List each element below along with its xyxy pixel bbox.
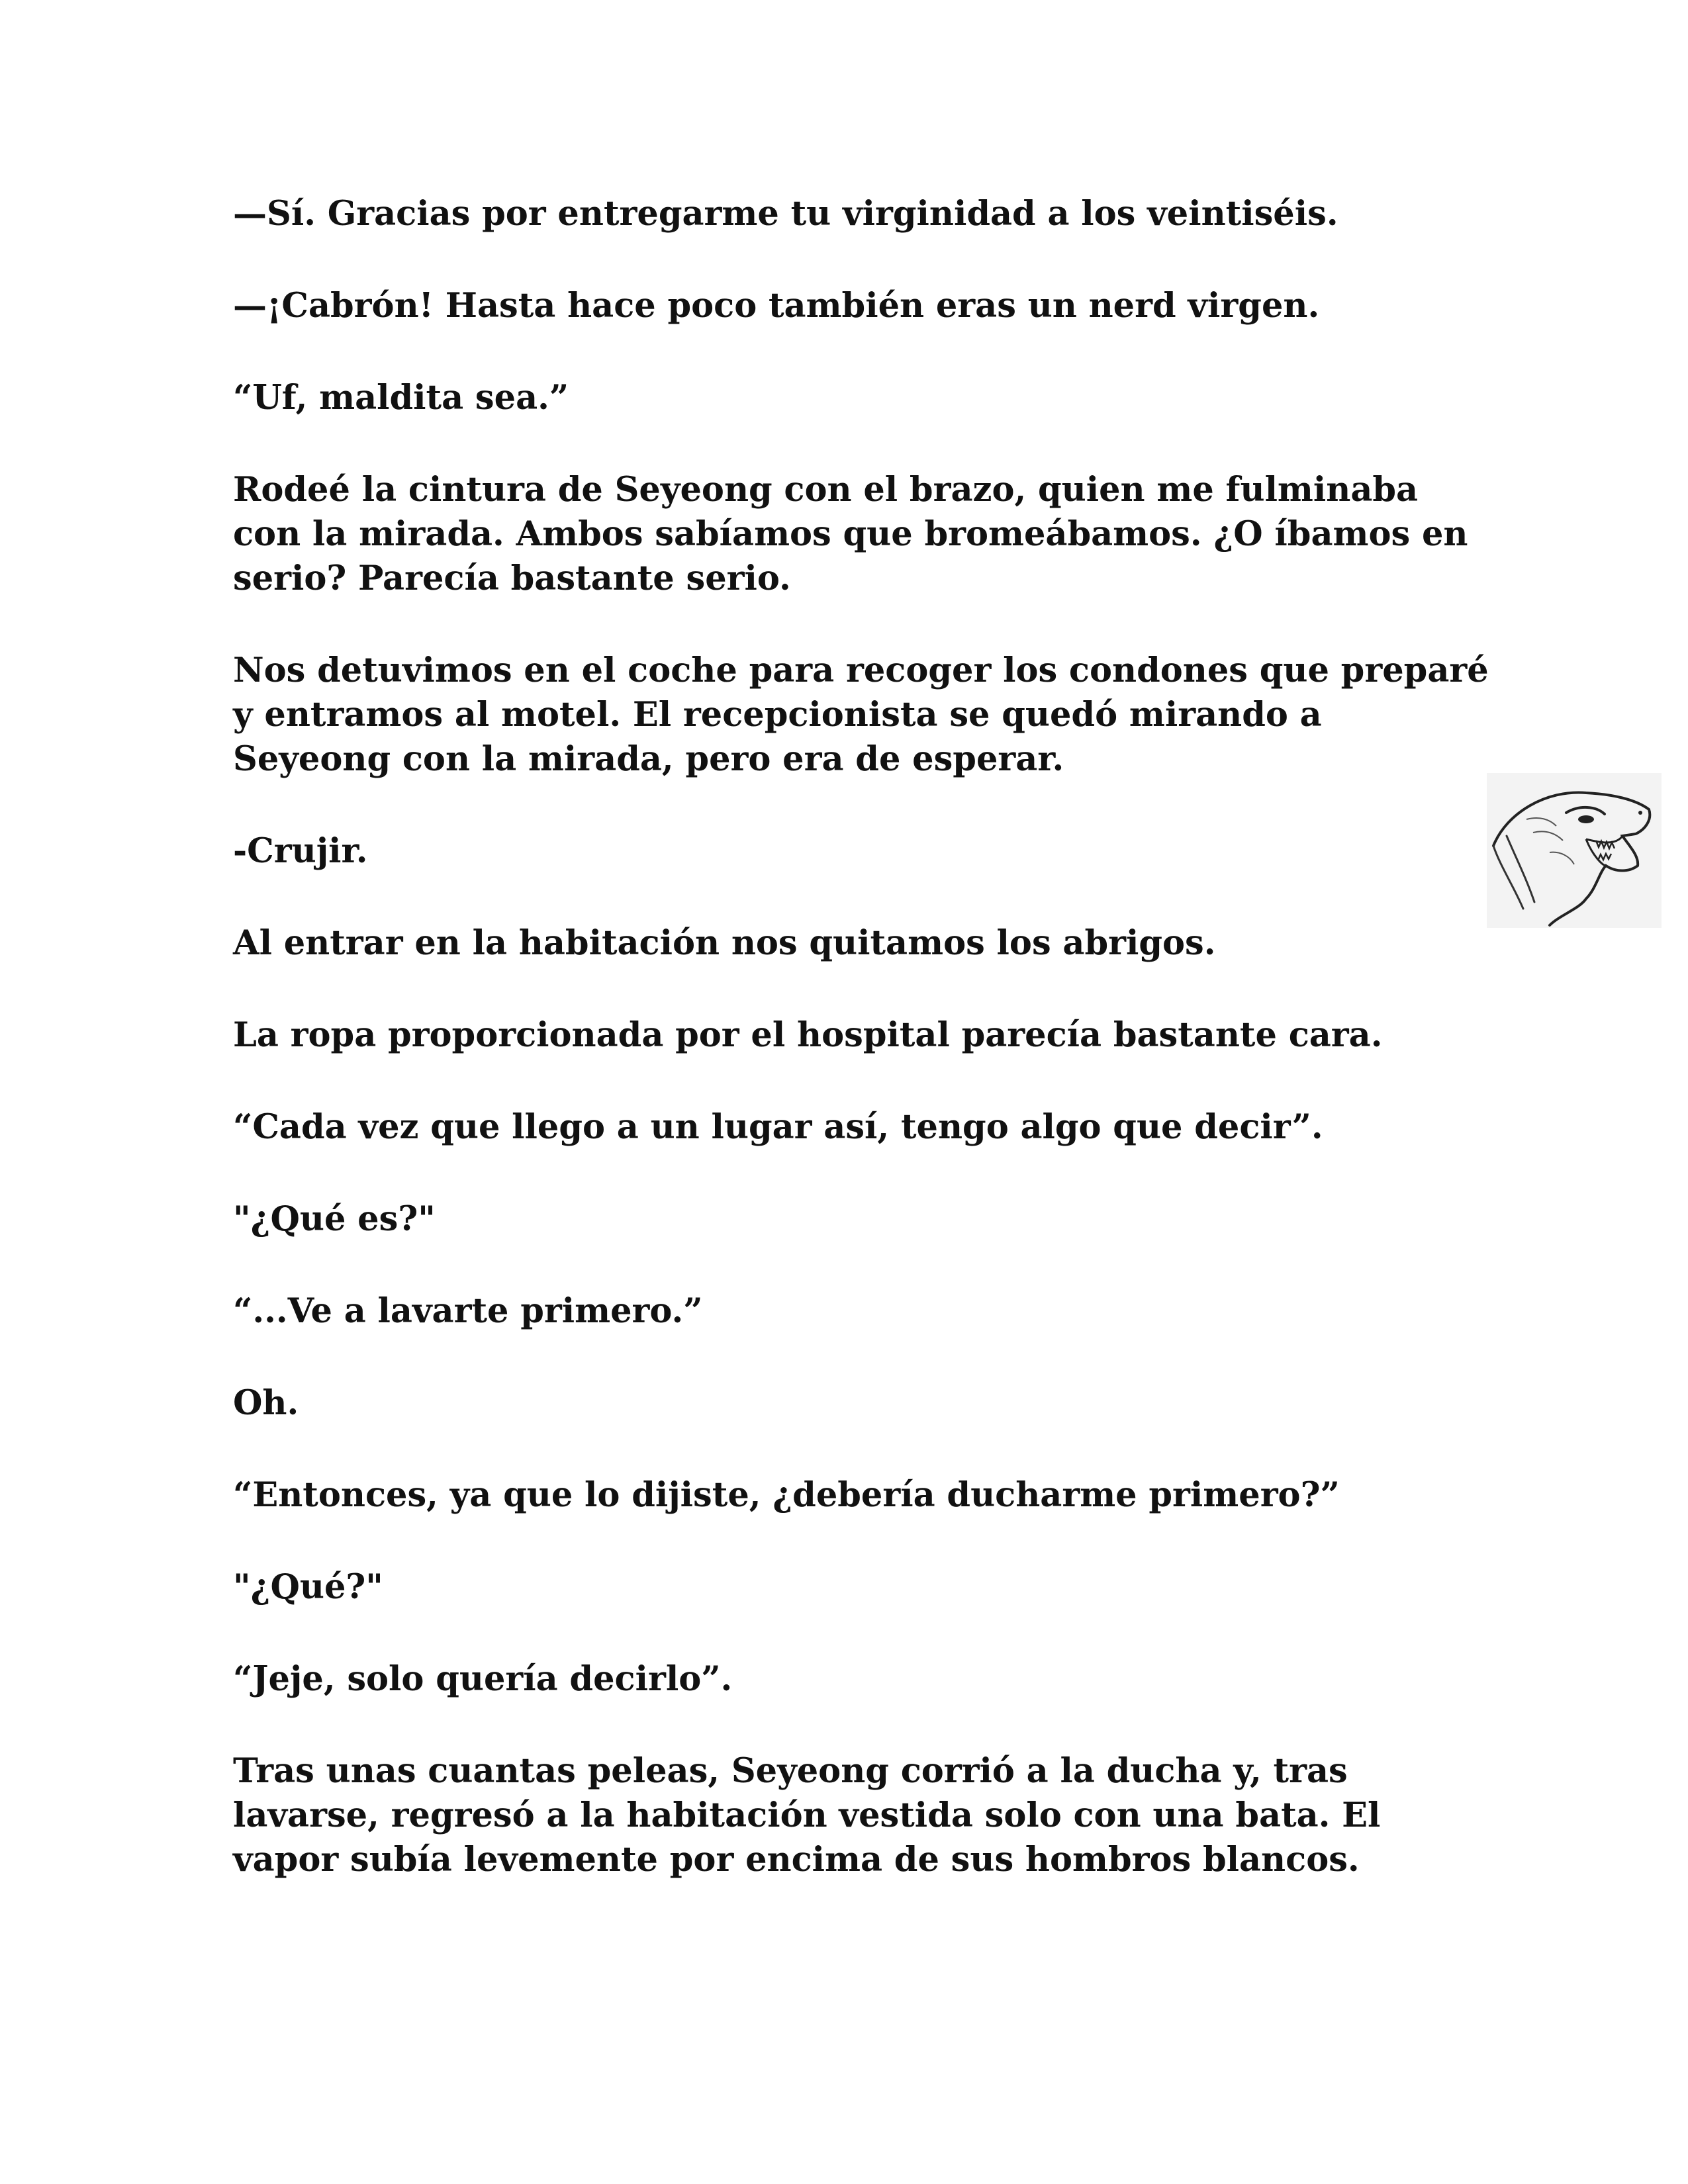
paragraph: “Cada vez que llego a un lugar así, tengo algo que decir”. (233, 1107, 1323, 1147)
paragraph: —Sí. Gracias por entregarme tu virginidad a los veintiséis. (233, 194, 1338, 234)
paragraph: La ropa proporcionada por el hospital parecía bastante cara. (233, 1015, 1383, 1055)
paragraph: Oh. (233, 1383, 299, 1423)
paragraph: Rodeé la cintura de Seyeong con el brazo, quien me fulminaba con la mirada. Ambos sabíamos que bromeábamos. ¿O íbamos en serio? Parecía bastante serio. (233, 470, 1468, 598)
paragraph: “Uf, maldita sea.” (233, 378, 569, 418)
paragraph: "¿Qué es?" (233, 1199, 436, 1239)
paragraph: -Crujir. (233, 831, 368, 871)
paragraph: “Entonces, ya que lo dijiste, ¿debería ducharme primero?” (233, 1475, 1340, 1515)
paragraph: Nos detuvimos en el coche para recoger los condones que preparé y entramos al motel. El recepcionista se quedó mirando a Seyeong con la mirada, pero era de esperar. (233, 651, 1489, 779)
dinosaur-head-sketch-icon (1487, 773, 1662, 928)
paragraph: Tras unas cuantas peleas, Seyeong corrió a la ducha y, tras lavarse, regresó a la habitación vestida solo con una bata. El vapor subía levemente por encima de sus hombros blancos. (233, 1751, 1381, 1880)
paragraph: “...Ve a lavarte primero.” (233, 1291, 703, 1331)
paragraph: —¡Cabrón! Hasta hace poco también eras un nerd virgen. (233, 286, 1320, 326)
paragraph: “Jeje, solo quería decirlo”. (233, 1659, 733, 1699)
paragraph: Al entrar en la habitación nos quitamos los abrigos. (233, 923, 1216, 963)
paragraph: "¿Qué?" (233, 1567, 383, 1607)
body-text (233, 192, 1491, 1930)
